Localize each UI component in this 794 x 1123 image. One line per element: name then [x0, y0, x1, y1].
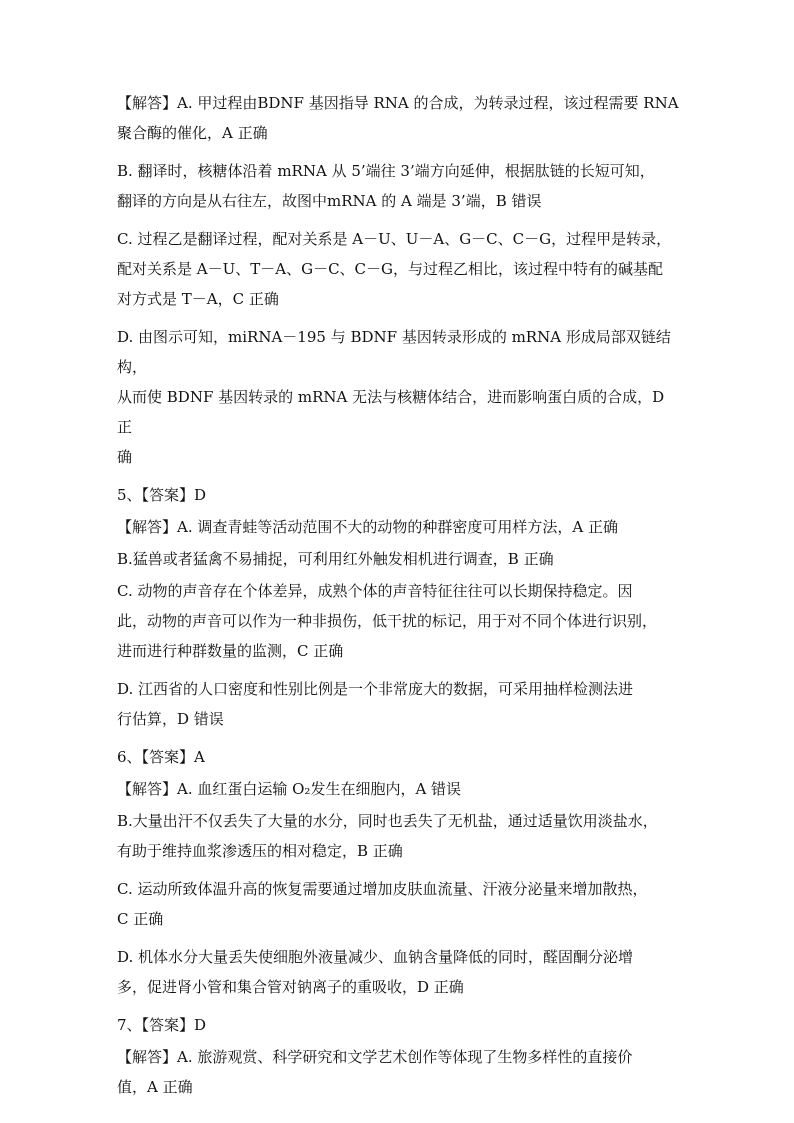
line: 从而使 BDNF 基因转录的 mRNA 无法与核糖体结合，进而影响蛋白质的合成，D 正 [117, 388, 665, 436]
line: 【解答】A. 调查青蛙等活动范围不大的动物的种群密度可用样方法，A 正确 [117, 518, 618, 536]
line: 5、【答案】D [117, 486, 207, 504]
line: C 正确 [117, 910, 164, 928]
line: D. 江西省的人口密度和性别比例是一个非常庞大的数据，可采用抽样检测法进 [117, 680, 634, 698]
line: 6、【答案】A [117, 748, 205, 766]
paragraph-6b [117, 806, 679, 866]
line: B.猛兽或者猛禽不易捕捉，可利用红外触发相机进行调查，B 正确 [117, 550, 554, 568]
line: C. 运动所致体温升高的恢复需要通过增加皮肤血流量、汗液分泌量来增加散热， [117, 880, 648, 898]
paragraph-4d [117, 322, 679, 472]
paragraph-5b [117, 544, 679, 574]
line: B. 翻译时，核糖体沿着 mRNA 从 5’端往 3’端方向延伸，根据肽链的长短可知， [117, 162, 655, 180]
line: 多，促进肾小管和集合管对钠离子的重吸收，D 正确 [117, 978, 464, 996]
line: 对方式是 T－A，C 正确 [117, 290, 279, 308]
paragraph-4b [117, 156, 679, 216]
line: 进而进行种群数量的监测，C 正确 [117, 642, 344, 660]
line: 此，动物的声音可以作为一种非损伤，低干扰的标记，用于对不同个体进行识别， [117, 612, 658, 630]
question-7-answer [117, 1010, 679, 1040]
line: 值，A 正确 [117, 1078, 193, 1096]
line: 确 [117, 448, 133, 466]
question-5-answer [117, 480, 679, 510]
question-6-answer [117, 742, 679, 772]
line: 有助于维持血浆渗透压的相对稳定，B 正确 [117, 842, 403, 860]
line: 7、【答案】D [117, 1016, 207, 1034]
paragraph-5d [117, 674, 679, 734]
line: D. 机体水分大量丢失使细胞外液量减少、血钠含量降低的同时，醛固酮分泌增 [117, 948, 634, 966]
line: 【解答】A. 血红蛋白运输 O₂发生在细胞内，A 错误 [117, 780, 462, 798]
line: 聚合酶的催化，A 正确 [117, 124, 268, 142]
paragraph-6c [117, 874, 679, 934]
paragraph-4a [117, 88, 679, 148]
paragraph-7a [117, 1042, 679, 1102]
line: C. 过程乙是翻译过程，配对关系是 A－U、U－A、G－C、C－G，过程甲是转录， [117, 230, 672, 248]
paragraph-6a [117, 774, 679, 804]
answer-content [117, 88, 679, 1102]
line: 【解答】A. 甲过程由BDNF 基因指导 RNA 的合成，为转录过程，该过程需要 RNA [117, 94, 679, 112]
line: 翻译的方向是从右往左，故图中mRNA 的 A 端是 3’端，B 错误 [117, 192, 542, 210]
paragraph-4c [117, 224, 679, 314]
paragraph-5c [117, 576, 679, 666]
line: 【解答】A. 旅游观赏、科学研究和文学艺术创作等体现了生物多样性的直接价 [117, 1048, 633, 1066]
line: D. 由图示可知，miRNA－195 与 BDNF 基因转录形成的 mRNA 形成局部双链结构， [117, 328, 671, 376]
line: 配对关系是 A－U、T－A、G－C、C－G，与过程乙相比，该过程中特有的碱基配 [117, 260, 664, 278]
line: 行估算，D 错误 [117, 710, 224, 728]
paragraph-5a [117, 512, 679, 542]
paragraph-6d [117, 942, 679, 1002]
line: B.大量出汗不仅丢失了大量的水分，同时也丢失了无机盐，通过适量饮用淡盐水， [117, 812, 658, 830]
line: C. 动物的声音存在个体差异，成熟个体的声音特征往往可以长期保持稳定。因 [117, 582, 633, 600]
